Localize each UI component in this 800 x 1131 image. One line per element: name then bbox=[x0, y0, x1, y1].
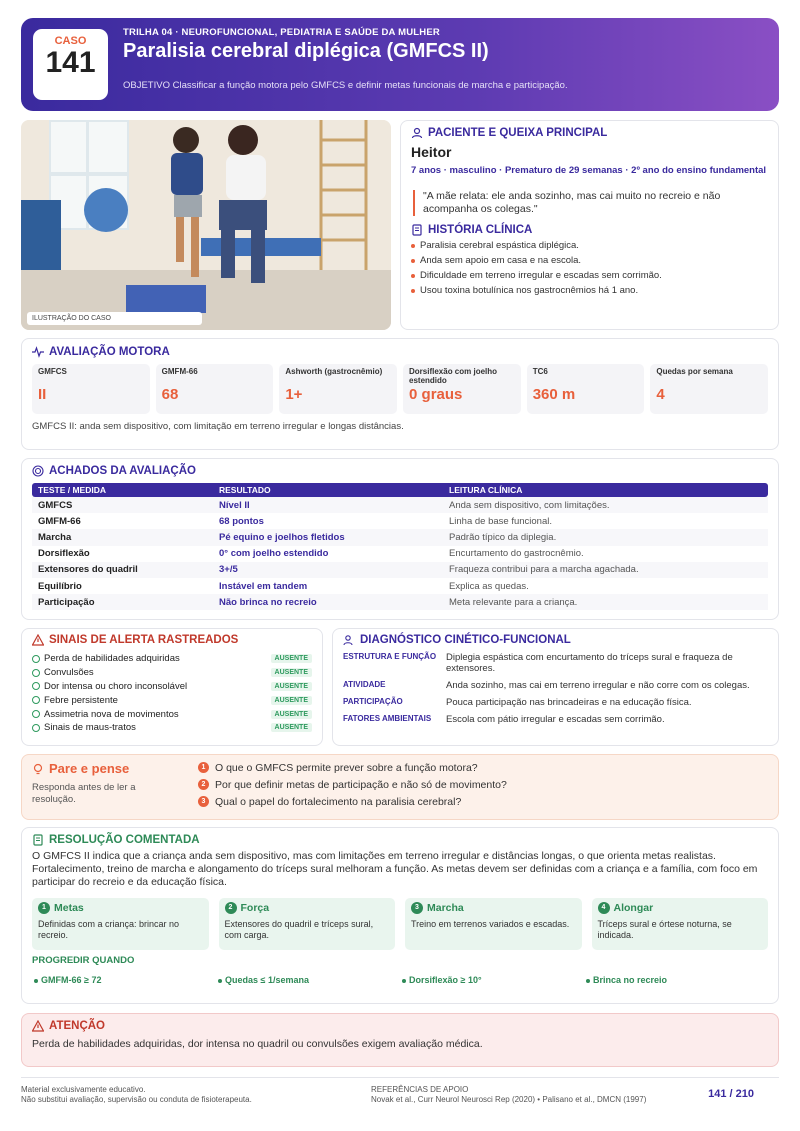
target-icon bbox=[32, 465, 44, 477]
footer-references bbox=[371, 1085, 646, 1105]
footer-disclaimer bbox=[21, 1085, 252, 1105]
document-icon bbox=[32, 834, 44, 846]
findings-section-title bbox=[32, 465, 768, 477]
chief-complaint-quote: "A mãe relata: ele anda sozinho, mas cai muito no recreio e não acompanha os colegas." bbox=[413, 190, 768, 216]
step-title: Alongar bbox=[613, 902, 654, 914]
step-number: 3 bbox=[411, 902, 423, 914]
alert-label: Assimetria nova de movimentos bbox=[44, 708, 179, 720]
pulse-icon bbox=[32, 346, 44, 358]
think-title-label: Pare e pense bbox=[49, 761, 130, 776]
warning-triangle-icon bbox=[32, 1020, 44, 1032]
list-item bbox=[32, 666, 312, 680]
status-badge: AUSENTE bbox=[271, 723, 312, 732]
check-circle-icon bbox=[32, 696, 40, 704]
patient-info: 7 anos · masculino · Prematuro de 29 semanas · 2º ano do ensino fundamental bbox=[411, 165, 767, 176]
diagnosis-row bbox=[343, 714, 768, 725]
table-cell: Extensores do quadril bbox=[38, 564, 138, 576]
patient-section-title bbox=[411, 127, 768, 139]
list-item bbox=[32, 680, 312, 694]
table-body bbox=[32, 497, 768, 610]
alerts-card bbox=[21, 628, 323, 746]
table-row bbox=[32, 562, 768, 578]
metric-label: Ashworth (gastrocnêmio) bbox=[285, 367, 383, 376]
table-header bbox=[32, 483, 768, 497]
diagnosis-key: ESTRUTURA E FUNÇÃO bbox=[343, 652, 437, 661]
warning-title-label: ATENÇÃO bbox=[49, 1020, 106, 1032]
metric-value: 4 bbox=[656, 386, 665, 403]
history-section-label: HISTÓRIA CLÍNICA bbox=[428, 224, 533, 236]
list-item: Quedas ≤ 1/semana bbox=[216, 975, 400, 985]
question-text: O que o GMFCS permite prever sobre a função motora? bbox=[215, 761, 478, 774]
table-cell: Meta relevante para a criança. bbox=[449, 596, 578, 608]
table-cell: GMFCS bbox=[38, 499, 73, 511]
step-card bbox=[219, 898, 396, 950]
motor-metrics-grid bbox=[32, 364, 768, 414]
list-item: Dificuldade em terreno irregular e escadas sem corrimão. bbox=[411, 270, 768, 281]
column-header: LEITURA CLÍNICA bbox=[449, 485, 523, 495]
diagnosis-row bbox=[343, 652, 768, 674]
people-icon bbox=[343, 634, 355, 646]
table-cell: Marcha bbox=[38, 531, 72, 543]
motor-section-title bbox=[32, 346, 768, 358]
alert-label: Sinais de maus-tratos bbox=[44, 722, 136, 734]
table-cell: Padrão típico da diplegia. bbox=[449, 531, 557, 543]
step-desc: Extensores do quadril e tríceps sural, com carga. bbox=[224, 919, 374, 940]
objective-text: OBJETIVO Classificar a função motora pelo GMFCS e definir metas funcionais de marcha e participação. bbox=[123, 80, 568, 91]
diagnosis-card bbox=[332, 628, 779, 746]
metric-falls bbox=[650, 364, 768, 414]
metric-gmfcs bbox=[32, 364, 150, 414]
list-item: Dorsiflexão ≥ 10° bbox=[400, 975, 584, 985]
warning-triangle-icon bbox=[32, 634, 44, 646]
metric-value: II bbox=[38, 386, 47, 403]
alerts-section-title bbox=[32, 634, 312, 646]
history-list bbox=[411, 240, 768, 296]
list-item: Usou toxina botulínica nos gastrocnêmios há 1 ano. bbox=[411, 285, 768, 296]
diagnosis-row bbox=[343, 680, 768, 691]
list-item bbox=[32, 652, 312, 666]
table-row bbox=[32, 513, 768, 529]
patient-section-label: PACIENTE E QUEIXA PRINCIPAL bbox=[428, 127, 608, 139]
therapy-scene-illustration bbox=[21, 120, 391, 330]
question-number: 1 bbox=[198, 762, 209, 773]
page-number: 141 / 210 bbox=[708, 1088, 754, 1100]
step-number: 2 bbox=[225, 902, 237, 914]
page-title: Paralisia cerebral diplégica (GMFCS II) bbox=[123, 40, 489, 62]
table-cell: Participação bbox=[38, 596, 95, 608]
disclaimer-line: Material exclusivamente educativo. bbox=[21, 1085, 146, 1094]
findings-table bbox=[32, 483, 768, 610]
alert-label: Convulsões bbox=[44, 667, 94, 679]
table-cell: Dorsiflexão bbox=[38, 548, 90, 560]
step-desc: Definidas com a criança: brincar no recreio. bbox=[38, 919, 180, 940]
list-item: Brinca no recreio bbox=[584, 975, 768, 985]
disclaimer-line: Não substitui avaliação, supervisão ou conduta de fisioterapeuta. bbox=[21, 1095, 252, 1104]
alert-label: Febre persistente bbox=[44, 694, 118, 706]
history-section-title bbox=[411, 224, 768, 236]
alerts-list bbox=[32, 652, 312, 735]
warning-title bbox=[32, 1020, 768, 1032]
table-cell: Explica as quedas. bbox=[449, 580, 529, 592]
think-card bbox=[21, 754, 779, 820]
metric-value: 0 graus bbox=[409, 386, 463, 403]
list-item bbox=[198, 793, 507, 810]
diagnosis-key: ATIVIDADE bbox=[343, 680, 386, 689]
warning-text: Perda de habilidades adquiridas, dor intensa no quadril ou convulsões exigem avaliação médica. bbox=[32, 1038, 483, 1050]
think-subtitle: Responda antes de ler a resolução. bbox=[32, 782, 136, 805]
resolution-section-title bbox=[32, 834, 768, 846]
status-badge: AUSENTE bbox=[271, 668, 312, 677]
step-desc: Treino em terrenos variados e escadas. bbox=[411, 919, 570, 929]
question-list bbox=[198, 759, 507, 810]
step-card bbox=[405, 898, 582, 950]
document-icon bbox=[411, 224, 423, 236]
references-text: Novak et al., Curr Neurol Neurosci Rep (2020) • Palisano et al., DMCN (1997) bbox=[371, 1095, 647, 1104]
table-cell: Anda sem dispositivo, com limitações. bbox=[449, 499, 610, 511]
status-badge: AUSENTE bbox=[271, 710, 312, 719]
table-cell: Nível II bbox=[219, 499, 250, 511]
case-number: 141 bbox=[45, 46, 96, 79]
case-illustration bbox=[21, 120, 391, 330]
trail-label: TRILHA 04 · NEUROFUNCIONAL, PEDIATRIA E SAÚDE DA MULHER bbox=[123, 27, 440, 38]
list-item: GMFM-66 ≥ 72 bbox=[32, 975, 216, 985]
alert-label: Perda de habilidades adquiridas bbox=[44, 653, 180, 665]
patient-name: Heitor bbox=[411, 144, 452, 160]
progress-criteria bbox=[32, 969, 768, 985]
metric-value: 68 bbox=[161, 386, 179, 403]
check-circle-icon bbox=[32, 669, 40, 677]
page-footer bbox=[21, 1077, 779, 1104]
list-item: Anda sem apoio em casa e na escola. bbox=[411, 255, 768, 266]
resolution-section-label: RESOLUÇÃO COMENTADA bbox=[49, 834, 200, 846]
lightbulb-icon bbox=[32, 763, 44, 775]
alert-label: Dor intensa ou choro inconsolável bbox=[44, 680, 188, 692]
step-title: Força bbox=[240, 902, 270, 914]
step-title: Marcha bbox=[427, 902, 464, 914]
table-row bbox=[32, 546, 768, 562]
table-row bbox=[32, 594, 768, 610]
metric-gmfm bbox=[156, 364, 274, 414]
diagnosis-value: Pouca participação nas brincadeiras e na educação física. bbox=[446, 697, 692, 708]
metric-label: GMFM-66 bbox=[161, 367, 198, 376]
metric-label: GMFCS bbox=[38, 367, 67, 376]
references-title: REFERÊNCIAS DE APOIO bbox=[371, 1085, 469, 1094]
metric-ashworth bbox=[279, 364, 397, 414]
table-cell: Não brinca no recreio bbox=[219, 596, 317, 608]
metric-value: 1+ bbox=[285, 386, 303, 403]
check-circle-icon bbox=[32, 682, 40, 690]
question-text: Qual o papel do fortalecimento na paralisia cerebral? bbox=[215, 795, 462, 808]
table-cell: 0° com joelho estendido bbox=[219, 548, 329, 560]
table-cell: Equilíbrio bbox=[38, 580, 82, 592]
case-label: CASO bbox=[54, 35, 87, 47]
list-item bbox=[198, 759, 507, 776]
status-badge: AUSENTE bbox=[271, 696, 312, 705]
findings-section-label: ACHADOS DA AVALIAÇÃO bbox=[49, 465, 196, 477]
table-cell: 68 pontos bbox=[219, 515, 264, 527]
check-circle-icon bbox=[32, 655, 40, 663]
table-cell: Linha de base funcional. bbox=[449, 515, 552, 527]
list-item bbox=[32, 707, 312, 721]
table-cell: GMFM-66 bbox=[38, 515, 81, 527]
metric-label: Quedas por semana bbox=[656, 367, 733, 376]
table-row bbox=[32, 578, 768, 594]
illustration-caption: ILUSTRAÇÃO DO CASO bbox=[27, 312, 202, 325]
metric-dorsiflexion bbox=[403, 364, 521, 414]
step-number: 1 bbox=[38, 902, 50, 914]
column-header: TESTE / MEDIDA bbox=[38, 485, 107, 495]
metric-tc6 bbox=[527, 364, 645, 414]
question-number: 2 bbox=[198, 779, 209, 790]
step-card bbox=[592, 898, 769, 950]
question-number: 3 bbox=[198, 796, 209, 807]
diagnosis-section-title bbox=[343, 634, 768, 646]
diagnosis-value: Anda sozinho, mas cai em terreno irregular e não corre com os colegas. bbox=[446, 680, 750, 691]
alerts-section-label: SINAIS DE ALERTA RASTREADOS bbox=[49, 634, 239, 646]
check-circle-icon bbox=[32, 724, 40, 732]
table-cell: Pé equino e joelhos fletidos bbox=[219, 531, 345, 543]
motor-note: GMFCS II: anda sem dispositivo, com limitação em terreno irregular e longas distâncias. bbox=[32, 421, 404, 432]
case-header bbox=[21, 18, 779, 111]
table-cell: Encurtamento do gastrocnêmio. bbox=[449, 548, 584, 560]
column-header: RESULTADO bbox=[219, 485, 271, 495]
diagnosis-value: Diplegia espástica com encurtamento do tríceps sural e fraqueza de extensores. bbox=[446, 652, 733, 674]
table-cell: 3+/5 bbox=[219, 564, 238, 576]
check-circle-icon bbox=[32, 710, 40, 718]
metric-label: Dorsiflexão com joelho estendido bbox=[409, 367, 498, 385]
step-card bbox=[32, 898, 209, 950]
user-icon bbox=[411, 127, 423, 139]
resolution-text: O GMFCS II indica que a criança anda sem dispositivo, mas com limitações em terreno irregular e distâncias longas, o que orienta metas realistas. Fortalecimento, treino de marcha e alongamento do tríceps sural melhoram a função. As metas devem ser definidas com a criança e a família, com foco em participar do recreio e da educação física. bbox=[32, 850, 758, 888]
status-badge: AUSENTE bbox=[271, 654, 312, 663]
motor-section-label: AVALIAÇÃO MOTORA bbox=[49, 346, 170, 358]
table-row bbox=[32, 497, 768, 513]
table-row bbox=[32, 529, 768, 545]
step-desc: Tríceps sural e órtese noturna, se indicada. bbox=[597, 919, 732, 940]
list-item bbox=[32, 721, 312, 735]
diagnosis-value: Escola com pátio irregular e escadas sem corrimão. bbox=[446, 714, 665, 725]
findings-card bbox=[21, 458, 779, 620]
metric-value: 360 m bbox=[532, 386, 576, 403]
table-cell: Fraqueza contribui para a marcha agachada. bbox=[449, 564, 639, 576]
patient-card bbox=[400, 120, 779, 330]
case-number-box bbox=[33, 29, 108, 100]
diagnosis-section-label: DIAGNÓSTICO CINÉTICO-FUNCIONAL bbox=[360, 634, 571, 646]
status-badge: AUSENTE bbox=[271, 682, 312, 691]
list-item: Paralisia cerebral espástica diplégica. bbox=[411, 240, 768, 251]
step-title: Metas bbox=[54, 902, 84, 914]
steps-row bbox=[32, 898, 768, 950]
resolution-card bbox=[21, 827, 779, 1004]
motor-assessment-card bbox=[21, 338, 779, 450]
list-item bbox=[32, 693, 312, 707]
warning-card bbox=[21, 1013, 779, 1067]
progress-title: PROGREDIR QUANDO bbox=[32, 955, 135, 966]
question-text: Por que definir metas de participação e não só de movimento? bbox=[215, 778, 507, 791]
step-number: 4 bbox=[598, 902, 610, 914]
diagnosis-key: PARTICIPAÇÃO bbox=[343, 697, 403, 706]
diagnosis-row bbox=[343, 697, 768, 708]
metric-label: TC6 bbox=[532, 367, 548, 376]
table-cell: Instável em tandem bbox=[219, 580, 308, 592]
list-item bbox=[198, 776, 507, 793]
diagnosis-key: FATORES AMBIENTAIS bbox=[343, 714, 432, 723]
